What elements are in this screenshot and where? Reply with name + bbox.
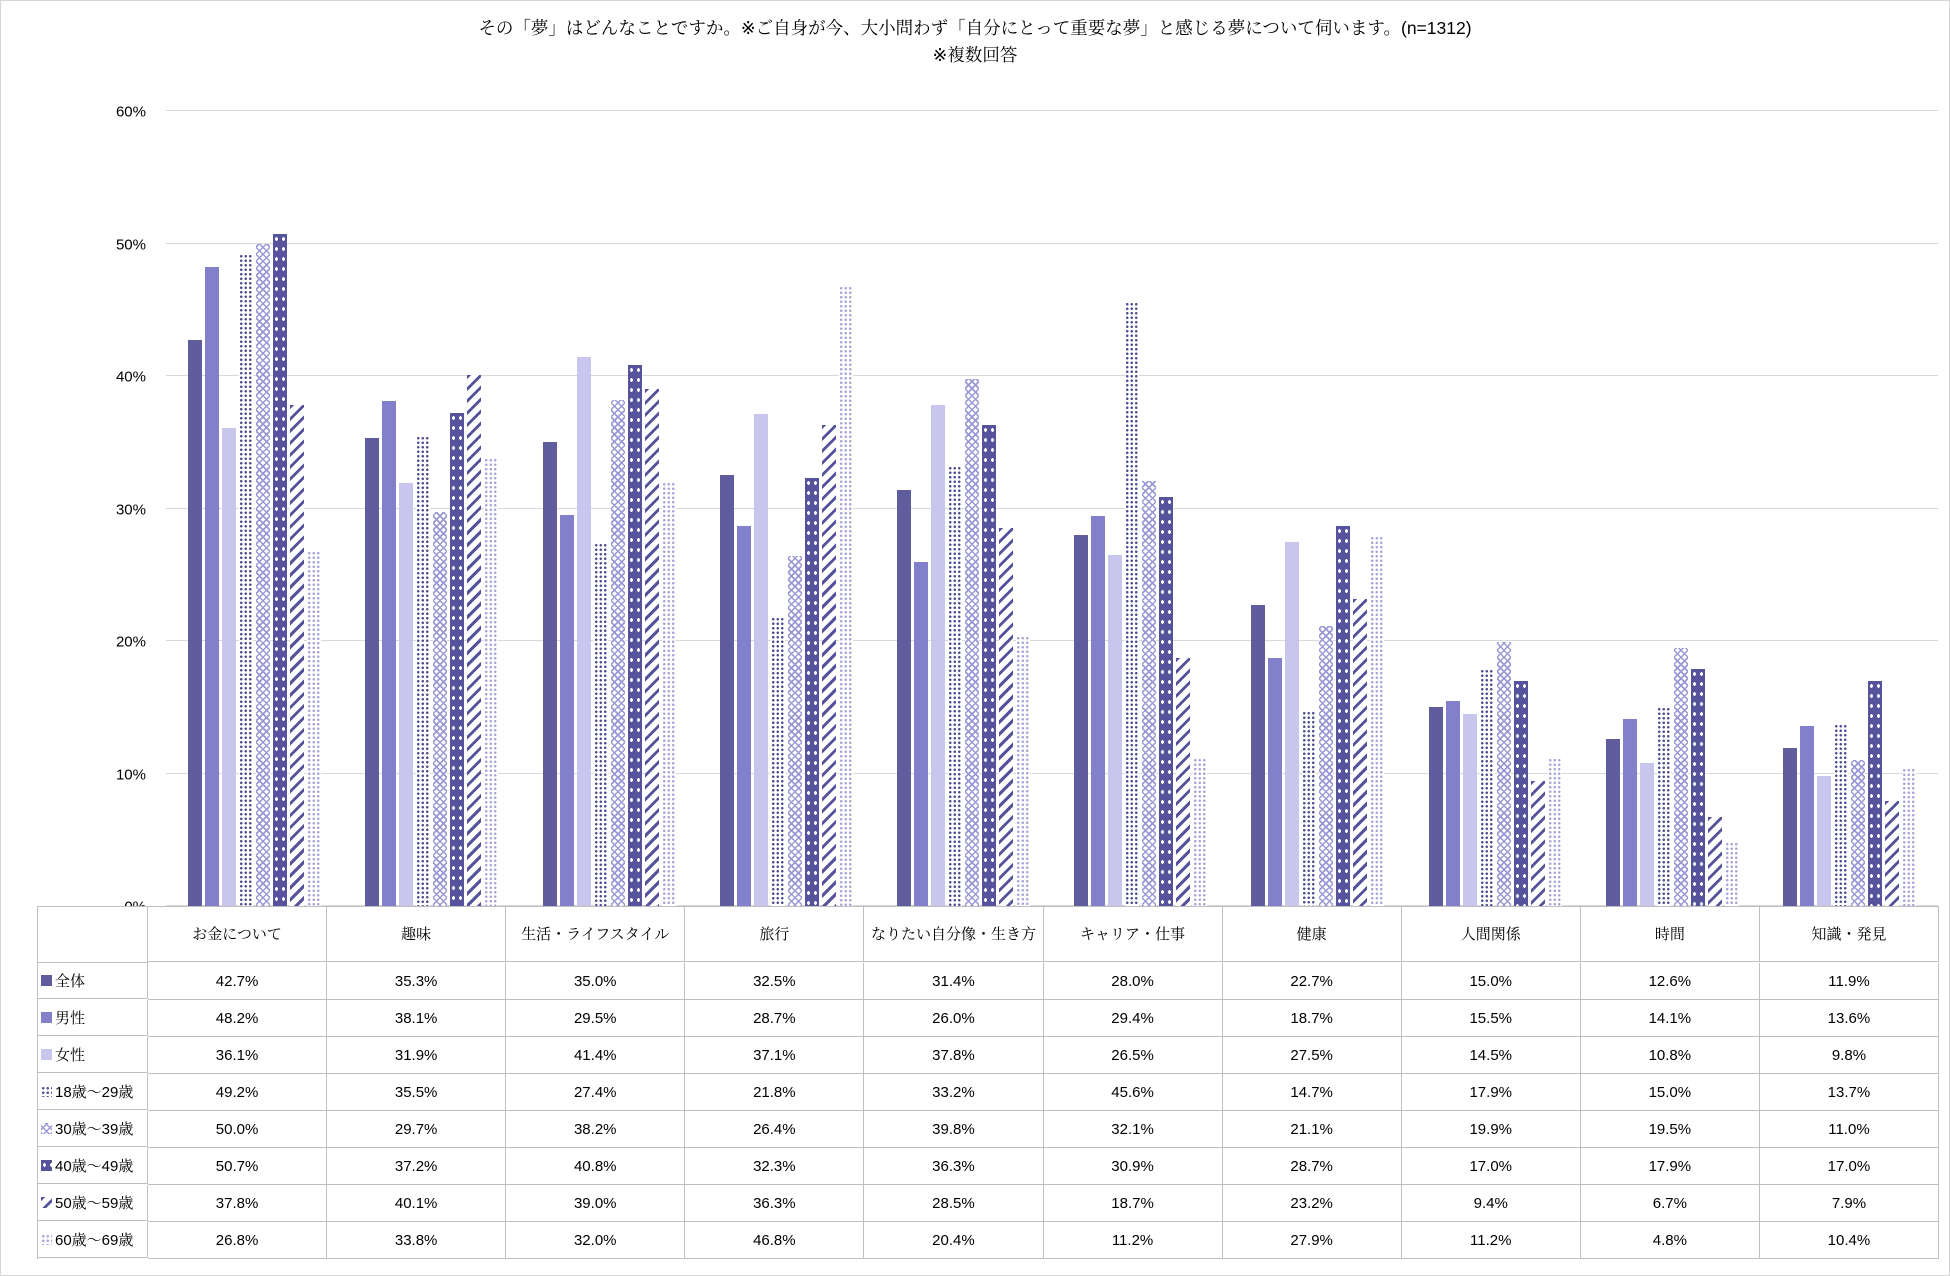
bar-50歳〜59歳-趣味 — [467, 375, 481, 906]
table-value-18歳〜29歳-健康: 14.7% — [1223, 1074, 1402, 1111]
table-value-30歳〜39歳-生活・ライフスタイル: 38.2% — [506, 1111, 685, 1148]
bar-50歳〜59歳-知識・発見 — [1885, 801, 1899, 906]
table-value-全体-趣味: 35.3% — [327, 963, 506, 1000]
bar-男性-知識・発見 — [1800, 726, 1814, 906]
bar-男性-健康 — [1268, 658, 1282, 906]
table-value-60歳〜69歳-生活・ライフスタイル: 32.0% — [506, 1222, 685, 1259]
table-value-18歳〜29歳-知識・発見: 13.7% — [1760, 1074, 1939, 1111]
legend-label: 女性 — [55, 1047, 86, 1064]
table-value-60歳〜69歳-健康: 27.9% — [1223, 1222, 1402, 1259]
bar-40歳〜49歳-健康 — [1336, 526, 1350, 906]
bar-18歳〜29歳-趣味 — [416, 436, 430, 906]
table-value-18歳〜29歳-キャリア・仕事: 45.6% — [1044, 1074, 1223, 1111]
table-value-40歳〜49歳-お金について: 50.7% — [148, 1148, 327, 1185]
bar-group-9 — [1584, 111, 1761, 906]
bar-女性-生活・ライフスタイル — [577, 357, 591, 906]
table-value-50歳〜59歳-知識・発見: 7.9% — [1760, 1185, 1939, 1222]
bar-40歳〜49歳-人間関係 — [1514, 681, 1528, 906]
chart-title-line1: その「夢」はどんなことですか。※ご自身が今、大小問わず「自分にとって重要な夢」と感じる夢について伺います。(n=1312) — [478, 18, 1472, 38]
table-value-60歳〜69歳-なりたい自分像・生き方: 20.4% — [864, 1222, 1043, 1259]
table-value-全体-生活・ライフスタイル: 35.0% — [506, 963, 685, 1000]
chart-title-line2: ※複数回答 — [932, 45, 1018, 65]
bar-50歳〜59歳-健康 — [1353, 599, 1367, 906]
table-value-男性-生活・ライフスタイル: 29.5% — [506, 1000, 685, 1037]
table-value-女性-お金について: 36.1% — [148, 1037, 327, 1074]
legend-label: 50歳〜59歳 — [55, 1195, 134, 1212]
bar-全体-趣味 — [365, 438, 379, 906]
table-value-50歳〜59歳-趣味: 40.1% — [327, 1185, 506, 1222]
bar-60歳〜69歳-知識・発見 — [1902, 768, 1916, 906]
bar-30歳〜39歳-健康 — [1319, 626, 1333, 906]
legend-label: 全体 — [55, 973, 86, 990]
plot-area — [166, 111, 1938, 906]
table-header-趣味: 趣味 — [327, 907, 506, 962]
bar-18歳〜29歳-健康 — [1302, 711, 1316, 906]
legend-label: 男性 — [55, 1010, 86, 1027]
table-value-60歳〜69歳-知識・発見: 10.4% — [1760, 1222, 1939, 1259]
table-value-30歳〜39歳-なりたい自分像・生き方: 39.8% — [864, 1111, 1043, 1148]
table-value-全体-健康: 22.7% — [1223, 963, 1402, 1000]
bar-18歳〜29歳-旅行 — [771, 617, 785, 906]
y-tick-label: 20% — [115, 633, 146, 651]
table-header-旅行: 旅行 — [685, 907, 864, 962]
bar-60歳〜69歳-趣味 — [484, 458, 498, 906]
y-tick-label: 60% — [115, 103, 146, 121]
table-header-健康: 健康 — [1223, 907, 1402, 962]
table-value-男性-人間関係: 15.5% — [1402, 1000, 1581, 1037]
table-value-全体-なりたい自分像・生き方: 31.4% — [864, 963, 1043, 1000]
table-value-30歳〜39歳-お金について: 50.0% — [148, 1111, 327, 1148]
bar-60歳〜69歳-人間関係 — [1548, 758, 1562, 906]
bar-18歳〜29歳-人間関係 — [1480, 669, 1494, 906]
table-value-40歳〜49歳-旅行: 32.3% — [685, 1148, 864, 1185]
bar-60歳〜69歳-時間 — [1725, 842, 1739, 906]
table-value-18歳〜29歳-人間関係: 17.9% — [1402, 1074, 1581, 1111]
bar-女性-人間関係 — [1463, 714, 1477, 906]
bar-50歳〜59歳-生活・ライフスタイル — [645, 389, 659, 906]
table-value-18歳〜29歳-旅行: 21.8% — [685, 1074, 864, 1111]
bar-全体-知識・発見 — [1783, 748, 1797, 906]
bar-group-8 — [1406, 111, 1583, 906]
legend-item-全体 — [38, 963, 148, 999]
bar-group-6 — [1052, 111, 1229, 906]
solid-light-lavender-square-icon — [41, 1049, 52, 1060]
table-value-40歳〜49歳-キャリア・仕事: 30.9% — [1044, 1148, 1223, 1185]
bar-全体-人間関係 — [1429, 707, 1443, 906]
bar-30歳〜39歳-キャリア・仕事 — [1142, 481, 1156, 906]
bar-女性-知識・発見 — [1817, 776, 1831, 906]
bar-18歳〜29歳-お金について — [239, 254, 253, 906]
bar-男性-人間関係 — [1446, 701, 1460, 906]
bar-50歳〜59歳-なりたい自分像・生き方 — [999, 528, 1013, 906]
table-value-全体-時間: 12.6% — [1581, 963, 1760, 1000]
bar-男性-生活・ライフスタイル — [560, 515, 574, 906]
table-header-お金について: お金について — [148, 907, 327, 962]
bar-全体-健康 — [1251, 605, 1265, 906]
bar-50歳〜59歳-キャリア・仕事 — [1176, 658, 1190, 906]
table-value-40歳〜49歳-知識・発見: 17.0% — [1760, 1148, 1939, 1185]
table-value-男性-健康: 18.7% — [1223, 1000, 1402, 1037]
y-tick-label: 30% — [115, 501, 146, 518]
bar-18歳〜29歳-知識・発見 — [1834, 724, 1848, 906]
table-value-50歳〜59歳-なりたい自分像・生き方: 28.5% — [864, 1185, 1043, 1222]
table-value-30歳〜39歳-趣味: 29.7% — [327, 1111, 506, 1148]
bar-18歳〜29歳-なりたい自分像・生き方 — [948, 466, 962, 906]
bar-50歳〜59歳-お金について — [290, 405, 304, 906]
light-diamond-lattice-square-icon — [41, 1123, 52, 1134]
dark-dot-grid-square-icon — [41, 1086, 52, 1097]
table-value-全体-人間関係: 15.0% — [1402, 963, 1581, 1000]
table-value-50歳〜59歳-生活・ライフスタイル: 39.0% — [506, 1185, 685, 1222]
bar-60歳〜69歳-キャリア・仕事 — [1193, 758, 1207, 906]
table-header-なりたい自分像・生き方: なりたい自分像・生き方 — [864, 907, 1043, 962]
table-value-40歳〜49歳-人間関係: 17.0% — [1402, 1148, 1581, 1185]
table-value-60歳〜69歳-人間関係: 11.2% — [1402, 1222, 1581, 1259]
y-tick-label: 50% — [115, 236, 146, 253]
table-value-18歳〜29歳-なりたい自分像・生き方: 33.2% — [864, 1074, 1043, 1111]
legend-item-30歳〜39歳 — [38, 1111, 148, 1147]
table-value-男性-知識・発見: 13.6% — [1760, 1000, 1939, 1037]
bar-全体-旅行 — [720, 475, 734, 906]
y-axis — [61, 103, 156, 906]
table-value-18歳〜29歳-お金について: 49.2% — [148, 1074, 327, 1111]
bar-60歳〜69歳-健康 — [1370, 536, 1384, 906]
table-value-50歳〜59歳-旅行: 36.3% — [685, 1185, 864, 1222]
bar-女性-時間 — [1640, 763, 1654, 906]
bar-40歳〜49歳-旅行 — [805, 478, 819, 906]
bar-60歳〜69歳-お金について — [307, 551, 321, 906]
bar-30歳〜39歳-人間関係 — [1497, 642, 1511, 906]
bar-男性-旅行 — [737, 526, 751, 906]
table-value-50歳〜59歳-人間関係: 9.4% — [1402, 1185, 1581, 1222]
table-value-60歳〜69歳-趣味: 33.8% — [327, 1222, 506, 1259]
table-value-50歳〜59歳-お金について: 37.8% — [148, 1185, 327, 1222]
table-value-女性-時間: 10.8% — [1581, 1037, 1760, 1074]
bar-女性-旅行 — [754, 414, 768, 906]
bar-女性-なりたい自分像・生き方 — [931, 405, 945, 906]
table-value-18歳〜29歳-時間: 15.0% — [1581, 1074, 1760, 1111]
bar-全体-キャリア・仕事 — [1074, 535, 1088, 906]
table-value-30歳〜39歳-時間: 19.5% — [1581, 1111, 1760, 1148]
table-value-女性-趣味: 31.9% — [327, 1037, 506, 1074]
table-value-30歳〜39歳-健康: 21.1% — [1223, 1111, 1402, 1148]
bar-全体-お金について — [188, 340, 202, 906]
table-value-30歳〜39歳-旅行: 26.4% — [685, 1111, 864, 1148]
table-value-男性-キャリア・仕事: 29.4% — [1044, 1000, 1223, 1037]
legend-item-男性 — [38, 1000, 148, 1036]
solid-medium-purple-square-icon — [41, 1012, 52, 1023]
dark-white-dots-square-icon — [41, 1160, 52, 1171]
table-value-男性-お金について: 48.2% — [148, 1000, 327, 1037]
bar-40歳〜49歳-生活・ライフスタイル — [628, 365, 642, 906]
bar-group-1 — [166, 111, 343, 906]
bar-男性-なりたい自分像・生き方 — [914, 562, 928, 907]
chart-title — [1, 15, 1949, 69]
bar-全体-時間 — [1606, 739, 1620, 906]
legend-item-50歳〜59歳 — [38, 1185, 148, 1221]
bar-50歳〜59歳-人間関係 — [1531, 781, 1545, 906]
bar-30歳〜39歳-時間 — [1674, 648, 1688, 906]
bar-女性-趣味 — [399, 483, 413, 906]
bar-group-4 — [698, 111, 875, 906]
table-value-50歳〜59歳-健康: 23.2% — [1223, 1185, 1402, 1222]
bar-60歳〜69歳-なりたい自分像・生き方 — [1016, 636, 1030, 906]
table-value-18歳〜29歳-生活・ライフスタイル: 27.4% — [506, 1074, 685, 1111]
legend-item-40歳〜49歳 — [38, 1148, 148, 1184]
table-value-40歳〜49歳-時間: 17.9% — [1581, 1148, 1760, 1185]
diagonal-stripes-square-icon — [41, 1197, 52, 1208]
table-value-女性-なりたい自分像・生き方: 37.8% — [864, 1037, 1043, 1074]
table-value-女性-旅行: 37.1% — [685, 1037, 864, 1074]
table-header-知識・発見: 知識・発見 — [1760, 907, 1939, 962]
table-corner-cell — [38, 907, 148, 963]
bar-30歳〜39歳-生活・ライフスタイル — [611, 400, 625, 906]
table-value-女性-人間関係: 14.5% — [1402, 1037, 1581, 1074]
table-value-50歳〜59歳-キャリア・仕事: 18.7% — [1044, 1185, 1223, 1222]
bar-40歳〜49歳-知識・発見 — [1868, 681, 1882, 906]
table-value-40歳〜49歳-趣味: 37.2% — [327, 1148, 506, 1185]
light-dot-grid-square-icon — [41, 1234, 52, 1245]
bar-50歳〜59歳-時間 — [1708, 817, 1722, 906]
data-table — [37, 906, 1939, 1259]
table-value-60歳〜69歳-お金について: 26.8% — [148, 1222, 327, 1259]
table-value-60歳〜69歳-時間: 4.8% — [1581, 1222, 1760, 1259]
table-header-時間: 時間 — [1581, 907, 1760, 962]
table-value-女性-知識・発見: 9.8% — [1760, 1037, 1939, 1074]
bar-30歳〜39歳-旅行 — [788, 556, 802, 906]
table-value-18歳〜29歳-趣味: 35.5% — [327, 1074, 506, 1111]
bar-男性-趣味 — [382, 401, 396, 906]
table-value-全体-お金について: 42.7% — [148, 963, 327, 1000]
bar-40歳〜49歳-趣味 — [450, 413, 464, 906]
bar-男性-キャリア・仕事 — [1091, 516, 1105, 906]
bar-groups — [166, 111, 1938, 906]
bar-50歳〜59歳-旅行 — [822, 425, 836, 906]
bar-18歳〜29歳-キャリア・仕事 — [1125, 302, 1139, 906]
bar-全体-なりたい自分像・生き方 — [897, 490, 911, 906]
bar-30歳〜39歳-なりたい自分像・生き方 — [965, 379, 979, 906]
legend-label: 18歳〜29歳 — [55, 1084, 134, 1101]
table-value-全体-知識・発見: 11.9% — [1760, 963, 1939, 1000]
legend-item-女性 — [38, 1037, 148, 1073]
bar-40歳〜49歳-お金について — [273, 234, 287, 906]
bar-女性-健康 — [1285, 542, 1299, 906]
bar-40歳〜49歳-なりたい自分像・生き方 — [982, 425, 996, 906]
legend-item-18歳〜29歳 — [38, 1074, 148, 1110]
table-header-キャリア・仕事: キャリア・仕事 — [1044, 907, 1223, 962]
table-value-男性-なりたい自分像・生き方: 26.0% — [864, 1000, 1043, 1037]
bar-40歳〜49歳-時間 — [1691, 669, 1705, 906]
bar-group-10 — [1761, 111, 1938, 906]
table-header-人間関係: 人間関係 — [1402, 907, 1581, 962]
table-value-30歳〜39歳-知識・発見: 11.0% — [1760, 1111, 1939, 1148]
table-value-30歳〜39歳-人間関係: 19.9% — [1402, 1111, 1581, 1148]
y-tick-label: 40% — [115, 368, 146, 386]
bar-30歳〜39歳-知識・発見 — [1851, 760, 1865, 906]
table-value-女性-キャリア・仕事: 26.5% — [1044, 1037, 1223, 1074]
bar-40歳〜49歳-キャリア・仕事 — [1159, 497, 1173, 906]
legend-item-60歳〜69歳 — [38, 1222, 148, 1258]
table-value-女性-生活・ライフスタイル: 41.4% — [506, 1037, 685, 1074]
bar-女性-キャリア・仕事 — [1108, 555, 1122, 906]
table-value-40歳〜49歳-なりたい自分像・生き方: 36.3% — [864, 1148, 1043, 1185]
table-value-60歳〜69歳-旅行: 46.8% — [685, 1222, 864, 1259]
table-value-30歳〜39歳-キャリア・仕事: 32.1% — [1044, 1111, 1223, 1148]
bar-60歳〜69歳-旅行 — [839, 286, 853, 906]
table-value-女性-健康: 27.5% — [1223, 1037, 1402, 1074]
table-value-男性-旅行: 28.7% — [685, 1000, 864, 1037]
bar-group-7 — [1229, 111, 1406, 906]
legend-label: 60歳〜69歳 — [55, 1232, 134, 1249]
bar-女性-お金について — [222, 428, 236, 906]
table-value-50歳〜59歳-時間: 6.7% — [1581, 1185, 1760, 1222]
bar-30歳〜39歳-趣味 — [433, 512, 447, 906]
bar-男性-お金について — [205, 267, 219, 906]
solid-dark-purple-square-icon — [41, 975, 52, 986]
bar-18歳〜29歳-生活・ライフスタイル — [594, 543, 608, 906]
legend-label: 30歳〜39歳 — [55, 1121, 134, 1138]
table-value-男性-時間: 14.1% — [1581, 1000, 1760, 1037]
bar-30歳〜39歳-お金について — [256, 244, 270, 907]
bar-全体-生活・ライフスタイル — [543, 442, 557, 906]
table-value-全体-キャリア・仕事: 28.0% — [1044, 963, 1223, 1000]
table-value-男性-趣味: 38.1% — [327, 1000, 506, 1037]
bar-group-2 — [343, 111, 520, 906]
table-value-60歳〜69歳-キャリア・仕事: 11.2% — [1044, 1222, 1223, 1259]
table-value-40歳〜49歳-生活・ライフスタイル: 40.8% — [506, 1148, 685, 1185]
table-header-生活・ライフスタイル: 生活・ライフスタイル — [506, 907, 685, 962]
bar-男性-時間 — [1623, 719, 1637, 906]
bar-18歳〜29歳-時間 — [1657, 707, 1671, 906]
bar-60歳〜69歳-生活・ライフスタイル — [662, 482, 676, 906]
legend-label: 40歳〜49歳 — [55, 1158, 134, 1175]
bar-group-5 — [875, 111, 1052, 906]
table-value-全体-旅行: 32.5% — [685, 963, 864, 1000]
bar-group-3 — [520, 111, 697, 906]
y-tick-label: 10% — [115, 766, 146, 784]
table-value-40歳〜49歳-健康: 28.7% — [1223, 1148, 1402, 1185]
